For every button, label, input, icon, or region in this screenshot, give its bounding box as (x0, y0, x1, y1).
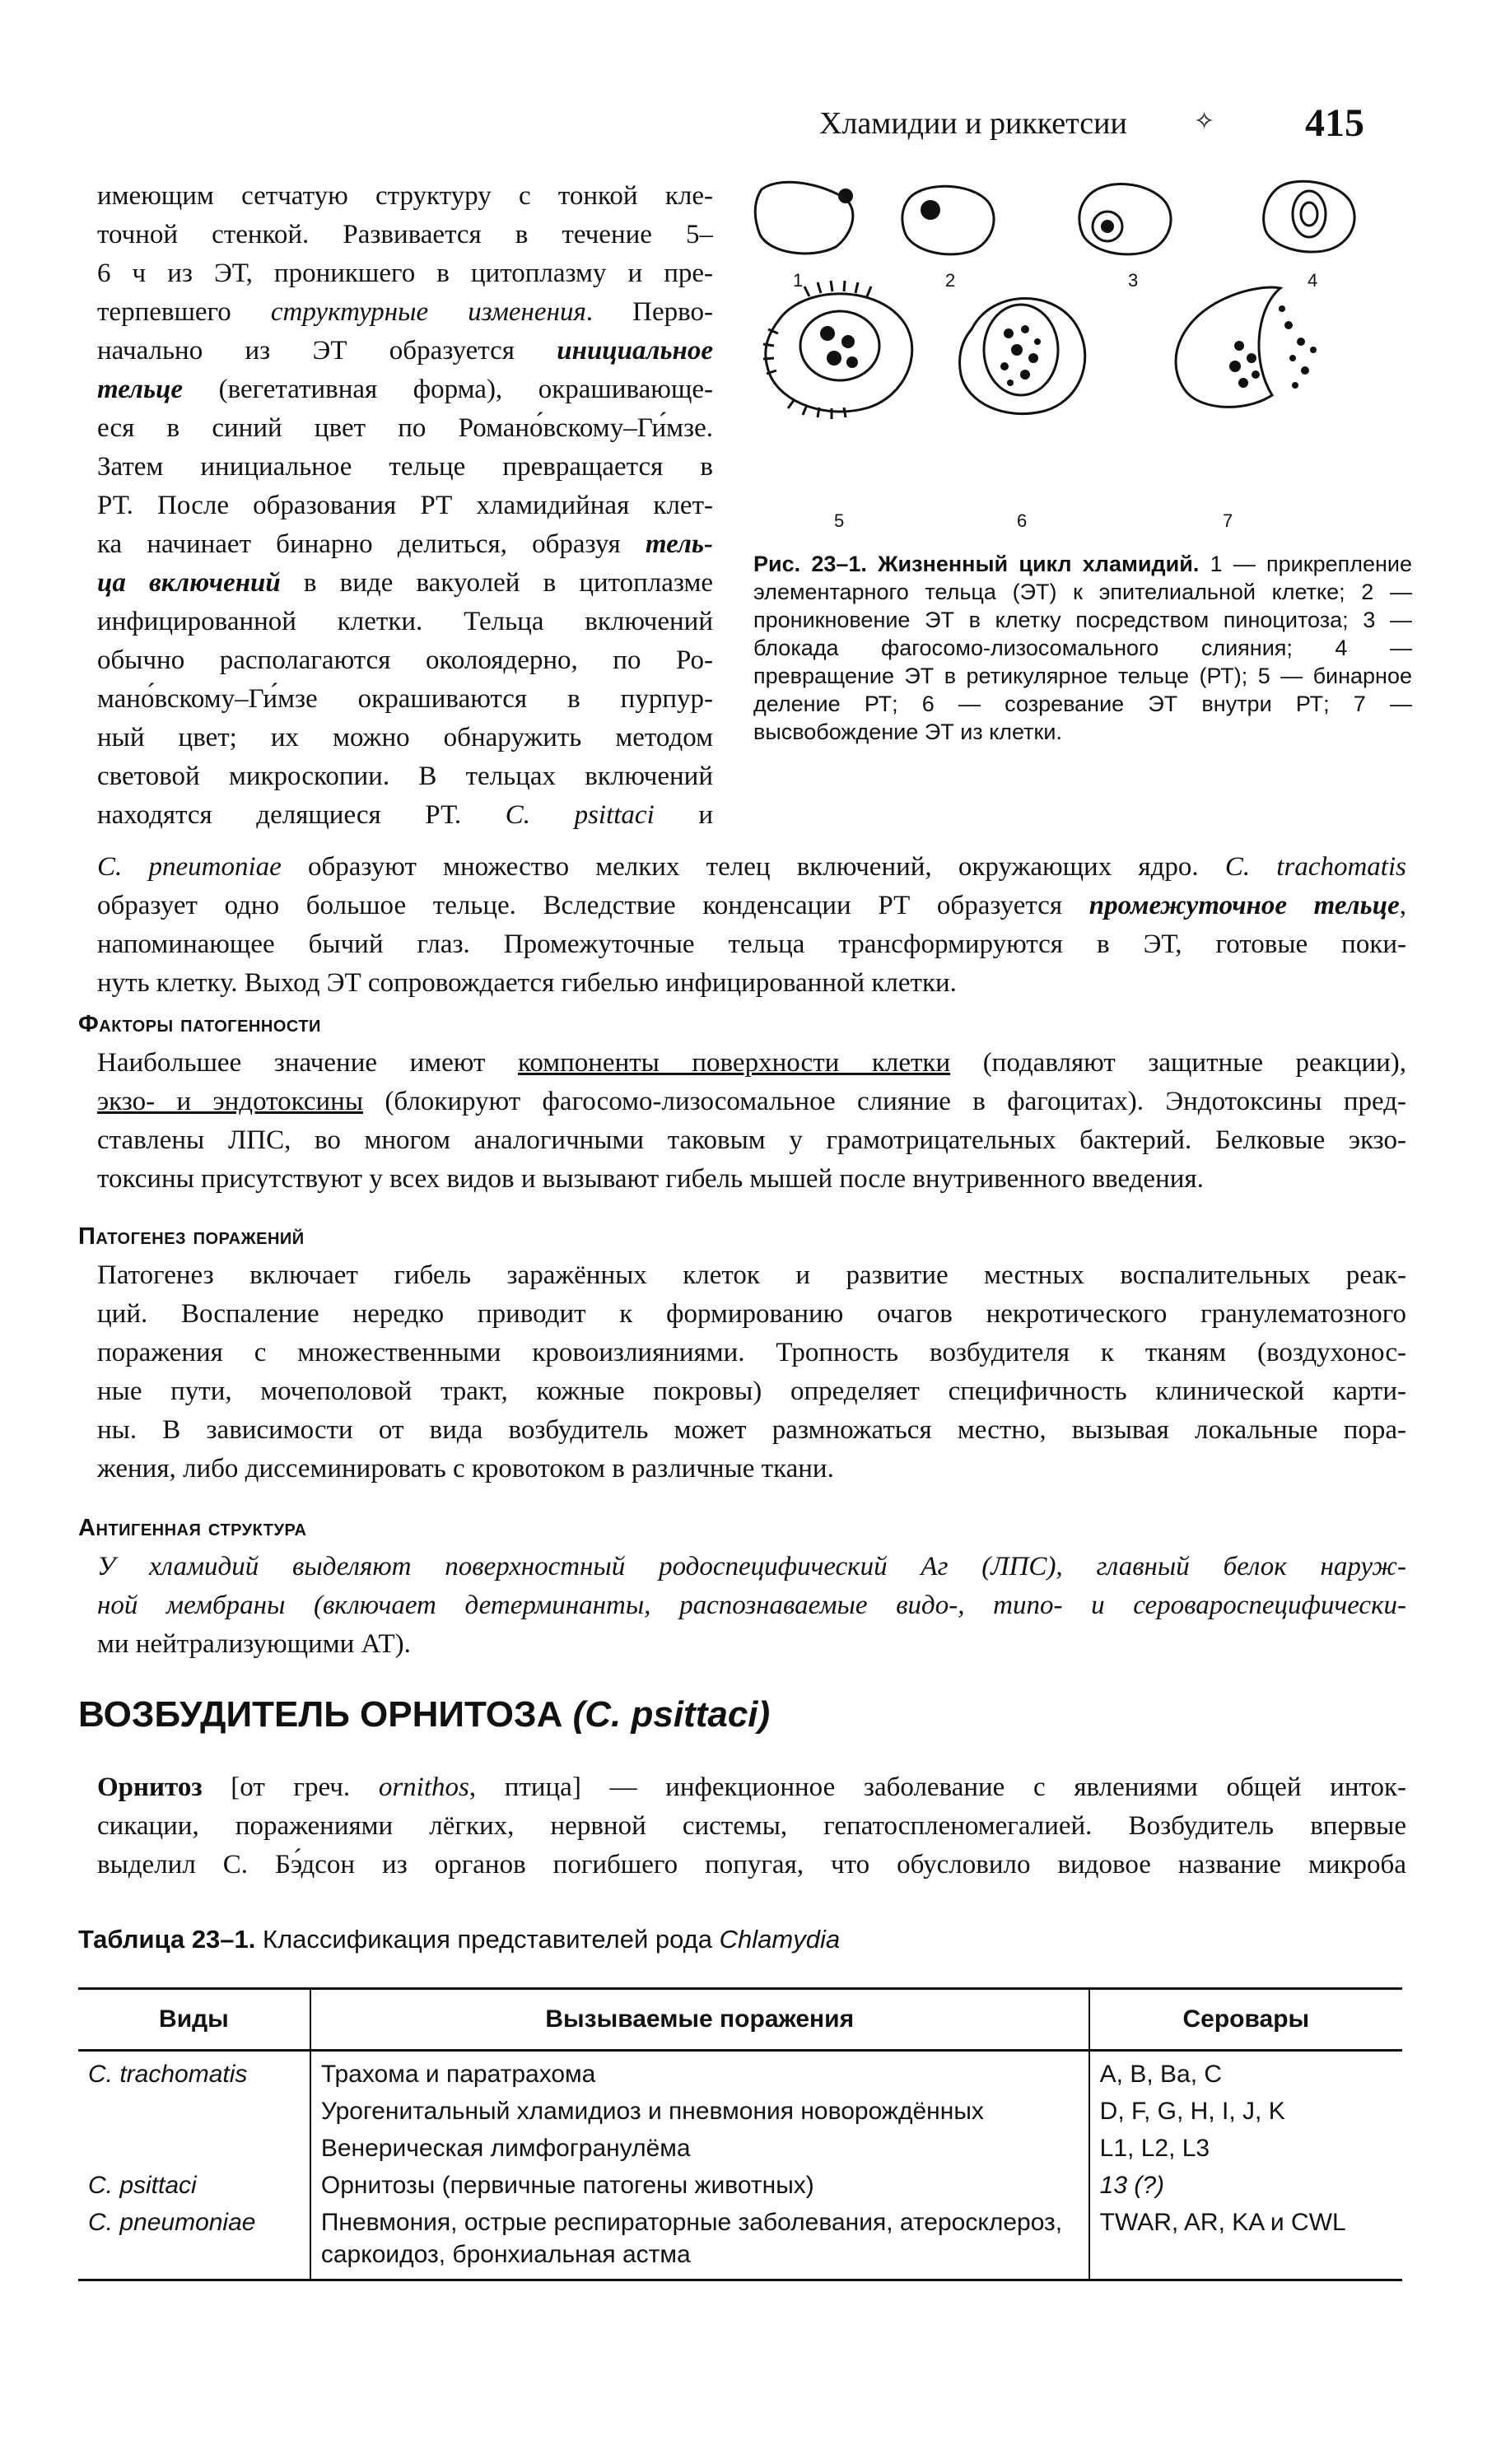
text-line (97, 887, 1406, 925)
cell-serovars: 13 (?) (1089, 2167, 1402, 2204)
text-run: в виде вакуолей в цитоплазме (280, 568, 713, 598)
text-line: имеющим сетчатую структуру с тонкой кле- (97, 181, 713, 211)
cell-species: C. psittaci (88, 2172, 197, 2199)
ornithosis-heading (78, 1694, 770, 1735)
ornithosis-heading-species: (C. psittaci) (572, 1694, 771, 1735)
text-line (97, 848, 1406, 887)
text-line (97, 332, 713, 370)
reticulate-body-4-inner (1301, 203, 1317, 226)
text-line: точной стенкой. Развивается в течение 5– (97, 220, 713, 249)
term-surface-components: компоненты поверхности клетки (517, 1048, 951, 1078)
text-run: (подавляют защитные реакции), (950, 1048, 1407, 1078)
text-line: ставлены ЛПС, во многом аналогичными таковым у грамотрицательных бактерий. Белковые экзо- (97, 1125, 1406, 1155)
text-run: образует одно большое тельце. Вследствие конденсации РТ образуется (97, 891, 1089, 920)
section-text-pathogenicity (97, 1044, 1406, 1199)
text-line: жения, либо диссеминировать с кровотоком в различные ткани. (97, 1454, 834, 1484)
text-run: , птица] — инфекционное заболевание с явлениями общей инток- (468, 1772, 1406, 1802)
text-run: (вегетативная форма), окрашивающе- (183, 375, 713, 404)
text-run: терпевшего (97, 297, 271, 327)
cell-species (78, 2093, 310, 2130)
table-row (78, 2167, 1402, 2204)
life-cycle-drawing (745, 165, 1420, 543)
section-heading-pathogenesis: Патогенез поражений (78, 1223, 305, 1250)
text-line: У хламидий выделяют поверхностный родоспецифический Аг (ЛПС), главный белок наруж- (97, 1552, 1406, 1581)
cell-serovars: A, B, Ba, C (1089, 2051, 1402, 2094)
left-column-text (97, 177, 713, 835)
cell-disease: Пневмония, острые респираторные заболевания, атеросклероз, саркоидоз, бронхиальная астма (310, 2204, 1089, 2280)
text-run: и (654, 800, 713, 830)
term-initial-body-2: тельце (97, 375, 184, 404)
term-intermediate-body: промежуточное тельце (1088, 891, 1400, 920)
text-line: поражения с множественными кровоизлияниями. Тропность возбудителя к тканям (воздухонос- (97, 1338, 1406, 1367)
cell-3 (1079, 184, 1171, 254)
species-name: C. psittaci (505, 800, 655, 830)
text-line (97, 1083, 1406, 1121)
figure-label-1: 1 (793, 270, 804, 291)
cell-serovars: TWAR, AR, KA и CWL (1089, 2204, 1402, 2280)
life-cycle-figure (745, 165, 1420, 543)
cell-species (78, 2130, 310, 2167)
text-line: световой микроскопии. В тельцах включений (97, 762, 713, 791)
text-run: ка начинает бинарно делиться, образуя (97, 529, 646, 559)
ornithosis-paragraph (97, 1768, 1406, 1884)
cell-serovars: L1, L2, L3 (1089, 2130, 1402, 2167)
section-text-antigen (97, 1548, 1406, 1664)
text-line: Патогенез включает гибель заражённых клеток и развитие местных воспалительных реак- (97, 1260, 1406, 1290)
column-header-diseases: Вызываемые поражения (310, 1989, 1089, 2051)
section-heading-pathogenicity: Факторы патогенности (78, 1011, 321, 1037)
page-number: 415 (1305, 101, 1364, 145)
elementary-body-2 (921, 200, 940, 220)
chlamydia-classification-table (78, 1987, 1402, 2281)
text-line (97, 796, 713, 835)
text-run: находятся делящиеся РТ. (97, 800, 506, 830)
text-line: ной мембраны (включает детерминанты, распознаваемые видо-, типо- и сероварoспецифически- (97, 1591, 1406, 1620)
section-heading-antigen: Антигенная структура (78, 1515, 307, 1541)
text-line: Затем инициальное тельце превращается в (97, 452, 713, 482)
figure-label-4: 4 (1308, 270, 1318, 291)
table-caption-text: Классификация представителей рода (255, 1925, 720, 1954)
text-line: напоминающее бычий глаз. Промежуточные тельца трансформируются в ЭТ, готовые поки- (97, 929, 1406, 959)
text-run: Наибольшее значение имеют (97, 1048, 518, 1078)
text-line: ны. В зависимости от вида возбудитель может размножаться местно, вызывая локальные пора- (97, 1415, 1406, 1445)
table-row (78, 2051, 1402, 2094)
text-run: . Перво- (585, 297, 713, 327)
section-text-pathogenesis (97, 1256, 1406, 1488)
cell-6 (960, 299, 1085, 414)
running-header (819, 100, 1404, 145)
species-name: C. pneumoniae (97, 852, 282, 882)
text-line: 6 ч из ЭТ, проникшего в цитоплазму и пре- (97, 259, 713, 288)
term-toxins: экзо- и эндотоксины (97, 1087, 363, 1116)
cell-2 (902, 186, 994, 254)
table-row (78, 2130, 1402, 2167)
text-line: сикации, поражениями лёгких, нервной системы, гепатоспленомегалией. Возбудитель впервые (97, 1811, 1406, 1841)
text-line: ми нейтрализующими АТ). (97, 1629, 411, 1659)
text-line: нуть клетку. Выход ЭТ сопровождается гибелью инфицированной клетки. (97, 968, 957, 998)
inclusion-5 (800, 311, 879, 380)
text-run: образуют множество мелких телец включений, окружающих ядро. (281, 852, 1225, 882)
text-line: инфицированной клетки. Тельца включений (97, 607, 713, 636)
species-name: C. trachomatis (1224, 852, 1406, 882)
text-line: выделил С. Бэ́дсон из органов погибшего попугая, что обусловило видовое название микроба (97, 1850, 1406, 1879)
figure-label-2: 2 (945, 270, 956, 291)
term-ornithos: ornithos (378, 1772, 469, 1802)
figure-label-5: 5 (834, 510, 845, 531)
text-line (97, 293, 713, 332)
diamond-icon: ✧ (1194, 108, 1215, 135)
cell-species: C. pneumoniae (78, 2204, 310, 2280)
cell-disease: Урогенитальный хламидиоз и пневмония новорождённых (310, 2093, 1089, 2130)
text-line (97, 525, 713, 564)
table-caption-lead: Таблица 23–1. (78, 1925, 256, 1954)
table-header-row (78, 1989, 1402, 2051)
text-line: еся в синий цвет по Романо́вскому–Ги́мзе. (97, 413, 713, 443)
figure-label-6: 6 (1017, 510, 1028, 531)
ornithosis-heading-text: ВОЗБУДИТЕЛЬ ОРНИТОЗА (78, 1694, 563, 1735)
cell-disease: Орнитозы (первичные патогены животных) (310, 2167, 1089, 2204)
text-run: [от греч. (202, 1772, 379, 1802)
term-inclusion-bodies: тель- (645, 529, 713, 559)
text-line: ные пути, мочеполовой тракт, кожные покровы) определяет специфичность клинической карти- (97, 1376, 1406, 1406)
table-row (78, 2093, 1402, 2130)
figure-label-3: 3 (1128, 270, 1139, 291)
term-structural-changes: структурные изменения (270, 297, 586, 327)
figure-caption (753, 550, 1412, 746)
table-caption-genus: Chlamydia (719, 1925, 841, 1954)
cell-1 (755, 182, 853, 254)
text-line: ный цвет; их можно обнаружить методом (97, 723, 713, 752)
text-run: начально из ЭТ образуется (97, 336, 557, 366)
cell-disease: Венерическая лимфогранулёма (310, 2130, 1089, 2167)
elementary-body-1 (838, 189, 853, 203)
text-line (97, 370, 713, 409)
text-line: ций. Воспаление нередко приводит к формированию очагов некротического гранулематозного (97, 1299, 1406, 1329)
text-line: мано́вскому–Ги́мзе окрашиваются в пурпур- (97, 684, 713, 714)
reticulate-body-4 (1293, 191, 1326, 237)
term-initial-body: инициальное (557, 336, 713, 366)
cell-7 (1176, 287, 1280, 407)
text-line (97, 564, 713, 603)
table-row (78, 2204, 1402, 2280)
text-line (97, 1044, 1406, 1083)
running-header-title: Хламидии и риккетсии (819, 106, 1127, 141)
figure-caption-text: 1 — прикрепление элементарного тельца (ЭТ) к эпителиальной клетке; 2 — проникновение ЭТ в клетку посредством пиноцитоза; 3 — блокада фагосомо-лизосомального слияния; 4 — превращение ЭТ в ретикулярное тельце (РТ); 5 — бинарное деление РТ; 6 — созревание ЭТ внутри РТ; 7 — высвобождение ЭТ из клетки. (753, 552, 1413, 744)
text-line: РТ. После образования РТ хламидийная клет- (97, 491, 713, 520)
text-run: , (1399, 891, 1407, 920)
text-line (97, 1768, 1406, 1807)
term-ornithosis: Орнитоз (97, 1772, 203, 1802)
cell-serovars: D, F, G, H, I, J, K (1089, 2093, 1402, 2130)
figure-caption-lead: Рис. 23–1. Жизненный цикл хламидий. (753, 552, 1200, 576)
text-line: обычно располагаются околоядерно, по Ро- (97, 645, 713, 675)
table-caption (78, 1925, 840, 1954)
column-header-serovars: Серовары (1089, 1989, 1402, 2051)
text-line: токсины присутствуют у всех видов и вызывают гибель мышей после внутривенного введения. (97, 1164, 1204, 1194)
microvilli-5 (763, 281, 871, 419)
term-inclusion-bodies-2: ца включений (97, 568, 281, 598)
elementary-body-3 (1101, 220, 1114, 233)
life-cycle-paragraph-end (97, 848, 1406, 1003)
cell-species: C. trachomatis (88, 2061, 248, 2088)
text-run: (блокируют фагосомо-лизосомальное слияние в фагоцитах). Эндотоксины пред- (363, 1087, 1406, 1116)
cell-disease: Трахома и паратрахома (310, 2051, 1089, 2094)
column-header-species: Виды (78, 1989, 310, 2051)
figure-label-7: 7 (1223, 510, 1233, 531)
